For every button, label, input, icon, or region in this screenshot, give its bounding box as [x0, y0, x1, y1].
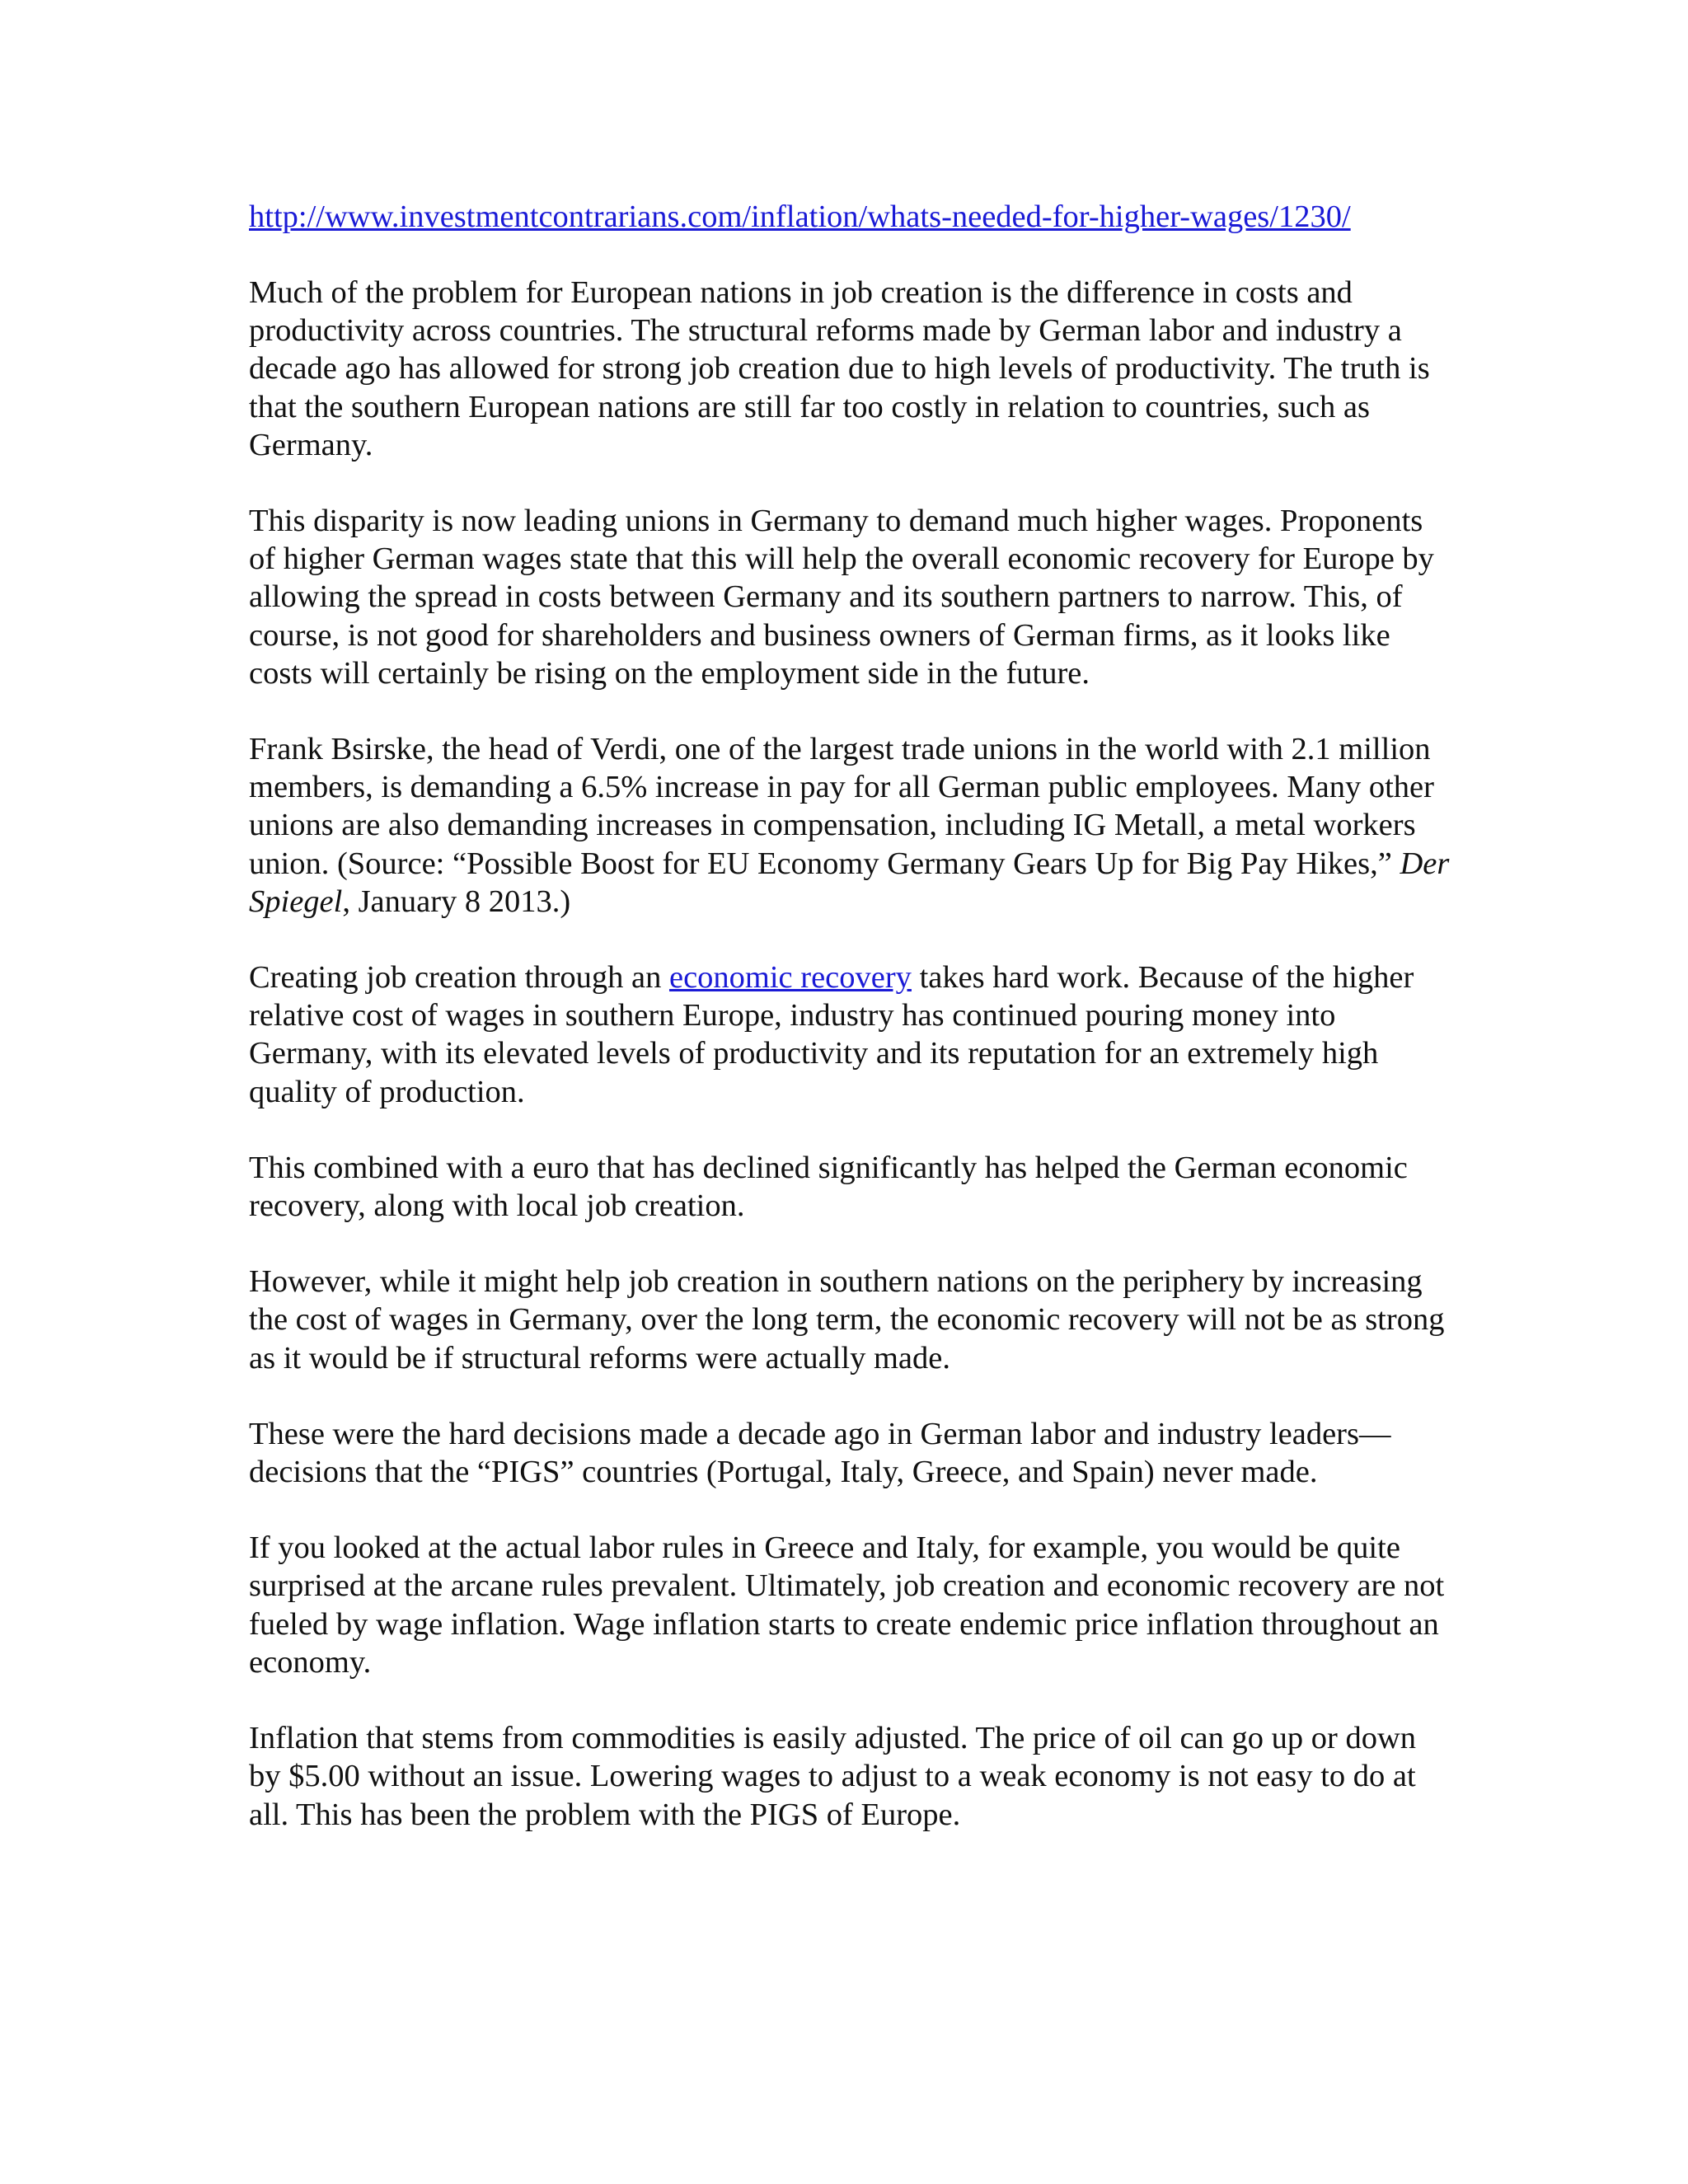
paragraph-5: This combined with a euro that has declined significantly has helped the German economic recovery, along with local job creation.: [249, 1150, 1408, 1224]
paragraph-3-text: Frank Bsirske, the head of Verdi, one of the largest trade unions in the world with 2.1 million members, is demanding a 6.5% increase in pay for all German public employees. Many other unions are also demanding increases in compensation, including IG Metall, a metal workers union. (Source: “Possible Boost for EU Economy Germany Gears Up for Big Pay Hikes,”: [249, 732, 1434, 881]
document-page: [249, 198, 1452, 1872]
paragraph-7: These were the hard decisions made a decade ago in German labor and industry leaders—decisions that the “PIGS” countries (Portugal, Italy, Greece, and Spain) never made.: [249, 1416, 1391, 1490]
paragraph-6: However, while it might help job creation in southern nations on the periphery by increasing the cost of wages in Germany, over the long term, the economic recovery will not be as strong as it would be if structural reforms were actually made.: [249, 1264, 1445, 1376]
paragraph-8: If you looked at the actual labor rules in Greece and Italy, for example, you would be quite surprised at the arcane rules prevalent. Ultimately, job creation and economic recovery are not fueled by wage inflation. Wage inflation starts to create endemic price inflation throughout an economy.: [249, 1530, 1445, 1680]
paragraph-4-tail: takes hard work. Because of the higher relative cost of wages in southern Europe, industry has continued pouring money into Germany, with its elevated levels of productivity and its reputation for an extremely high quality of production.: [249, 960, 1414, 1109]
paragraph-4: [249, 958, 1452, 1111]
economic-recovery-link[interactable]: economic recovery: [668, 960, 912, 996]
paragraph-3: [249, 730, 1452, 921]
paragraph-2: This disparity is now leading unions in Germany to demand much higher wages. Proponents of higher German wages state that this will help the overall economic recovery for Europe by allowing the spread in costs between Germany and its southern partners to narrow. This, of course, is not good for shareholders and business owners of German firms, as it looks like costs will certainly be rising on the employment side in the future.: [249, 504, 1434, 691]
paragraph-1: Much of the problem for European nations in job creation is the difference in costs and productivity across countries. The structural reforms made by German labor and industry a decade ago has allowed for strong job creation due to high levels of productivity. The truth is that the southern European nations are still far too costly in relation to countries, such as Germany.: [249, 275, 1430, 462]
source-url-link[interactable]: http://www.investmentcontrarians.com/inflation/whats-needed-for-higher-wages/1230/: [249, 199, 1351, 234]
publication-name: Der Spiegel: [249, 846, 1450, 919]
paragraph-9: Inflation that stems from commodities is easily adjusted. The price of oil can go up or down by $5.00 without an issue. Lowering wages to adjust to a weak economy is not easy to do at all. This has been the problem with the PIGS of Europe.: [249, 1721, 1417, 1832]
paragraph-3-tail: , January 8 2013.): [342, 883, 571, 919]
paragraph-4-text: Creating job creation through an: [249, 960, 669, 996]
